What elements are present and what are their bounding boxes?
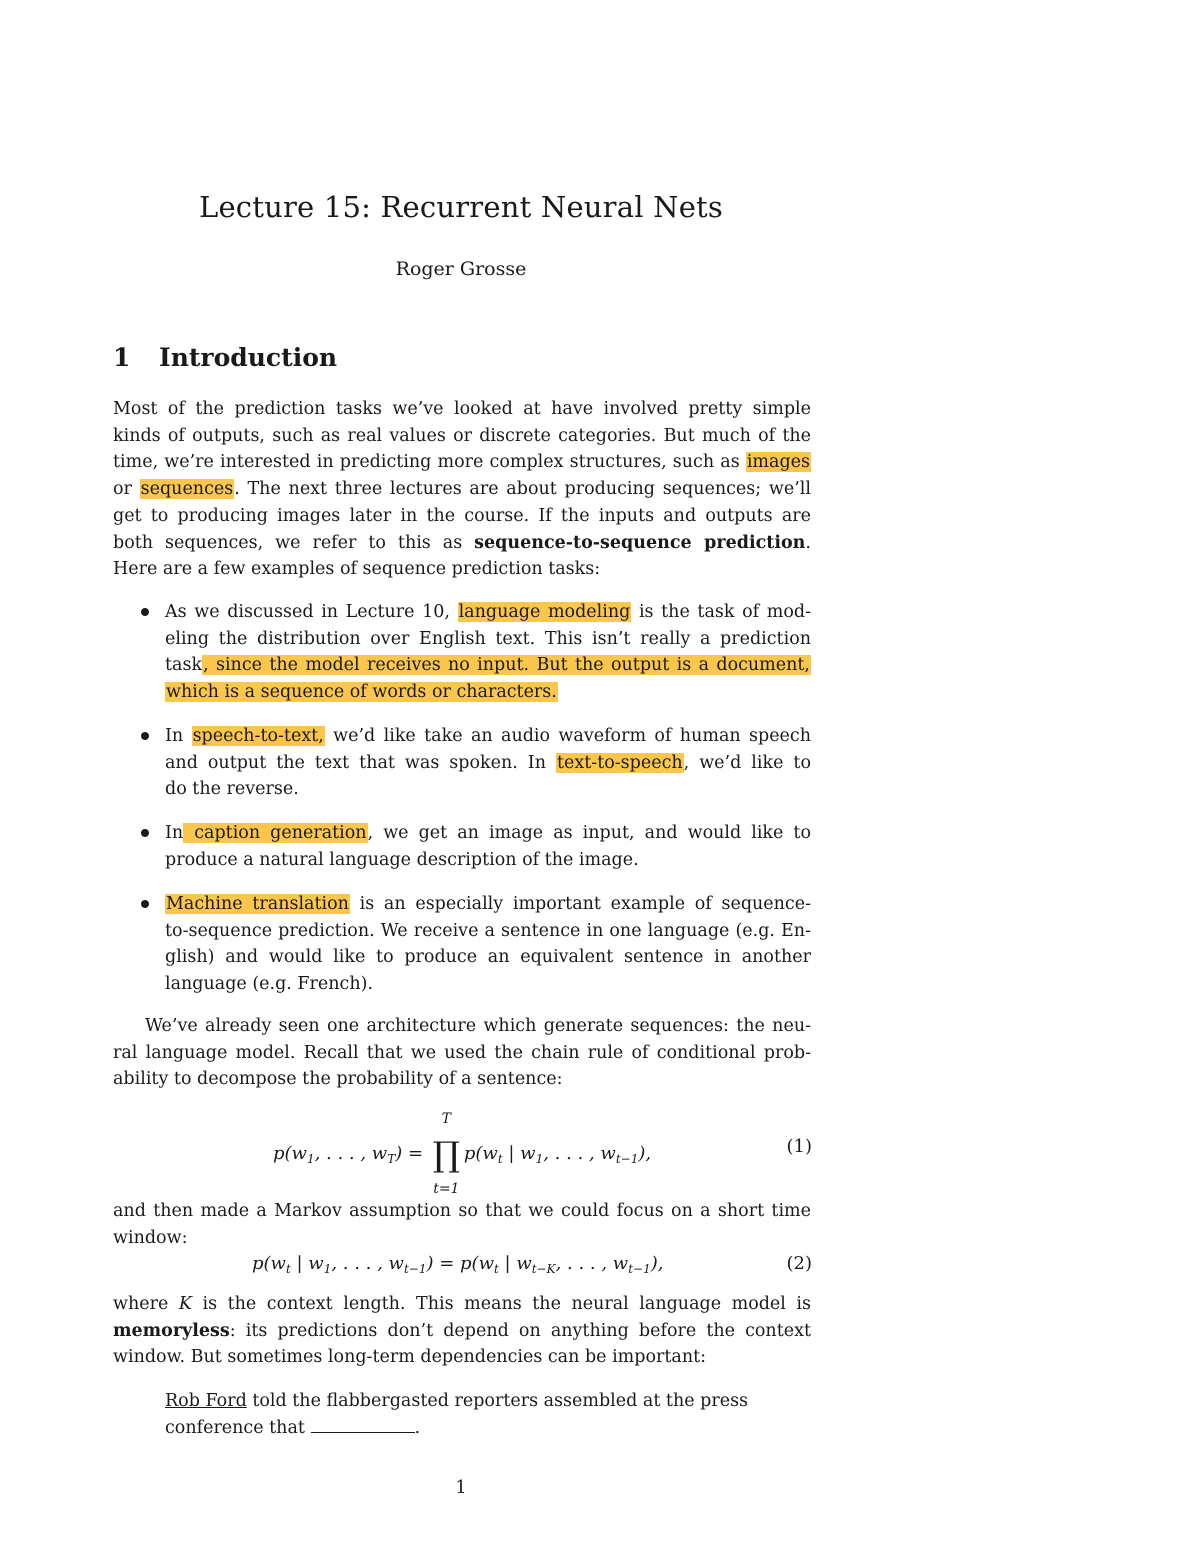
highlight: language modeling <box>458 602 631 622</box>
bullet-icon <box>141 829 149 837</box>
text-line: Rob Ford told the flabbergasted reporters assembled at the press <box>165 1391 749 1411</box>
text-line: do the reverse. <box>165 779 299 800</box>
underlined-name: Rob Ford <box>165 1391 247 1411</box>
text-line: memoryless: its predictions don’t depend on anything before the context <box>113 1320 811 1341</box>
document-title: Lecture 15: Recurrent Neural Nets <box>198 190 723 224</box>
text-line: ability to decompose the probability of a sentence: <box>113 1069 563 1090</box>
body-paragraph <box>113 1013 811 1093</box>
body-paragraph <box>113 1198 811 1251</box>
text-line: conference that . <box>165 1417 421 1438</box>
bullet-icon <box>141 608 149 616</box>
text-line: or sequences. The next three lectures are about producing sequences; we’ll <box>113 479 811 500</box>
text-line: We’ve already seen one architecture which generate sequences: the neu- <box>145 1016 811 1036</box>
page-number: 1 <box>455 1478 467 1498</box>
highlight: caption generation <box>184 823 367 843</box>
text-line: produce a natural language description of the image. <box>165 849 639 870</box>
bullet-icon <box>141 900 149 908</box>
text-line: window. But sometimes long-term dependencies can be important: <box>113 1347 707 1368</box>
text-line: In caption generation, we get an image as input, and would like to <box>165 823 811 843</box>
bullet-icon <box>141 732 149 740</box>
text-line: both sequences, we refer to this as sequence-to-sequence prediction. <box>113 532 811 553</box>
list-item-text <box>165 891 811 998</box>
example-quote <box>165 1388 765 1441</box>
intro-paragraph <box>113 396 811 583</box>
section-heading <box>113 343 337 372</box>
list-item-text <box>165 723 811 803</box>
text-line: and then made a Markov assumption so that we could focus on a short time <box>113 1201 811 1221</box>
list-item-text <box>165 599 811 706</box>
text-line: ral language model. Recall that we used the chain rule of conditional prob- <box>113 1042 811 1063</box>
text-line: where K is the context length. This means the neural language model is <box>113 1294 811 1314</box>
highlight: , since the model receives no input. But the output is a document, <box>203 655 810 676</box>
highlight: images <box>746 452 810 473</box>
text-line: to-sequence prediction. We receive a sentence in one language (e.g. En- <box>165 920 811 941</box>
product-operator: ∏ T t=1 <box>432 1111 460 1197</box>
text-line: task, since the model receives no input. But the output is a document, <box>165 655 810 676</box>
text-line: get to producing images later in the course. If the inputs and outputs are <box>113 505 811 526</box>
highlight: speech-to-text, <box>192 726 324 746</box>
text-line: window: <box>113 1227 188 1248</box>
text-line <box>165 679 811 706</box>
text-line: and output the text that was spoken. In text-to-speech, we’d like to <box>165 752 811 773</box>
text-line: glish) and would like to produce an equivalent sentence in another <box>165 947 811 968</box>
equation-number: (1) <box>786 1136 812 1157</box>
text-line: kinds of outputs, such as real values or discrete categories. But much of the <box>113 425 811 446</box>
text-line: time, we’re interested in predicting more complex structures, such as images <box>113 452 810 473</box>
equation-2: $p(w_t$ | $w_1$, . . . , $w_{t-1}) = p(w_t$ | $w_{t-K}$, . . . , $w_{t-1}$), <box>252 1253 664 1276</box>
document-author: Roger Grosse <box>395 258 527 280</box>
highlight: which is a sequence of words or characters. <box>166 682 557 703</box>
equation-1: $p(w_1$, . . . , $w_T$) = ∏ T t=1 $p(w_t$ | $w_1$, . . . , $w_{t-1}$), <box>273 1111 652 1197</box>
list-item-text <box>165 820 811 873</box>
text-line: eling the distribution over English text. This isn’t really a prediction <box>165 628 811 649</box>
section-title: Introduction <box>159 343 338 372</box>
highlight: sequences <box>140 479 234 500</box>
text-line: In speech-to-text, we’d like take an audio waveform of human speech <box>165 726 811 746</box>
equation-number: (2) <box>786 1253 812 1274</box>
highlight: Machine translation <box>166 894 349 914</box>
text-line: As we discussed in Lecture 10, language modeling is the task of mod- <box>165 602 811 622</box>
highlight: text-to-speech <box>556 752 683 773</box>
text-line: Here are a few examples of sequence prediction tasks: <box>113 559 601 580</box>
fill-in-blank <box>311 1418 415 1433</box>
text-line: language (e.g. French). <box>165 974 374 995</box>
text-line: Most of the prediction tasks we’ve looked at have involved pretty simple <box>113 399 811 419</box>
body-paragraph <box>113 1291 811 1371</box>
text-line: Machine translation is an especially important example of sequence- <box>166 894 811 914</box>
bold-term: memoryless <box>113 1320 230 1341</box>
section-number: 1 <box>113 343 131 372</box>
bold-term: sequence-to-sequence prediction <box>474 532 806 553</box>
